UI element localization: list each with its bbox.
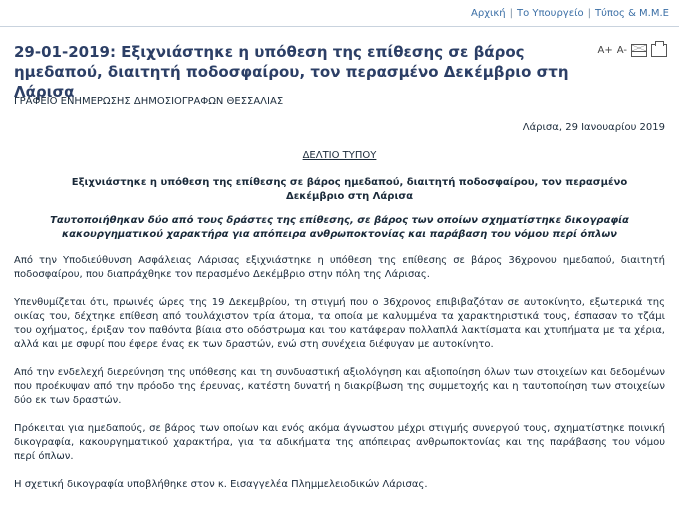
press-office: ΓΡΑΦΕΙΟ ΕΝΗΜΕΡΩΣΗΣ ΔΗΜΟΣΙΟΓΡΑΦΩΝ ΘΕΣΣΑΛΙΑΣ	[14, 96, 284, 107]
envelope-icon[interactable]	[631, 44, 647, 57]
printer-icon[interactable]	[651, 44, 667, 57]
article-body	[14, 254, 665, 506]
article-subheading: Εξιχνιάστηκε η υπόθεση της επίθεσης σε βάρος ημεδαπού, διαιτητή ποδοσφαίρου, τον περασμένο Δεκέμβριο στη Λάρισα	[71, 177, 628, 202]
nav-ministry-link[interactable]: Το Υπουργείο	[517, 8, 584, 19]
font-increase-button[interactable]: A+	[597, 45, 613, 56]
paragraph-5: Η σχετική δικογραφία υποβλήθηκε στον κ. Εισαγγελέα Πλημμελειοδικών Λάρισας.	[14, 479, 428, 490]
document-type: ΔΕΛΤΙΟ ΤΥΠΟΥ	[302, 150, 377, 161]
nav-press-link[interactable]: Τύπος & Μ.Μ.Ε	[595, 8, 669, 19]
paragraph-1: Από την Υποδιεύθυνση Ασφάλειας Λάρισας εξιχνιάστηκε η υπόθεση της επίθεσης σε βάρος 36χρονου ημεδαπού, διαιτητή ποδοσφαίρου, που διαπράχθηκε τον περασμένο Δεκέμβριο στην πόλη της Λάρισας.	[14, 255, 665, 280]
article-tools	[598, 44, 667, 57]
article-lead: Ταυτοποιήθηκαν δύο από τους δράστες της επίθεσης, σε βάρος των οποίων σχηματίστηκε δικογραφία κακουργηματικού χαρακτήρα για απόπειρα ανθρωποκτονίας και παράβαση του νόμου περί όπλων	[50, 215, 629, 240]
top-navigation	[471, 8, 669, 19]
paragraph-2: Υπενθυμίζεται ότι, πρωινές ώρες της 19 Δεκεμβρίου, τη στιγμή που ο 36χρονος επιβιβαζόταν σε αυτοκίνητο, εξωτερικά της οικίας του, δέχτηκε επίθεση από τουλάχιστον τρία άτομα, τα οποία με καλυμμένα τα χαρακτηριστικά τους, έσπασαν το τζάμι του οχήματος, έριξαν τον παθόντα βίαια στο οδόστρωμα και του κατάφεραν πολλαπλά λακτίσματα και χτυπήματα με τα χέρια, αλλά και με σφυρί που έφερε ένας εκ των δραστών, ενώ στη συνέχεια διέφυγαν με αυτοκίνητο.	[14, 297, 665, 350]
top-bar	[0, 0, 679, 27]
article-title: 29-01-2019: Εξιχνιάστηκε η υπόθεση της επίθεσης σε βάρος ημεδαπού, διαιτητή ποδοσφαίρου, τον περασμένο Δεκέμβριο στη Λάρισα	[14, 43, 569, 101]
nav-home-link[interactable]: Αρχική	[471, 8, 506, 19]
nav-separator: |	[587, 8, 591, 19]
release-date: Λάρισα, 29 Ιανουαρίου 2019	[522, 122, 665, 133]
nav-separator: |	[509, 8, 513, 19]
font-decrease-button[interactable]: A-	[616, 45, 627, 56]
paragraph-3: Από την ενδελεχή διερεύνηση της υπόθεσης και τη συνδυαστική αξιολόγηση και αξιοποίηση όλων των στοιχείων και δεδομένων που προέκυψαν από την πρόοδο της έρευνας, κατέστη δυνατή η διακρίβωση της συμμετοχής και η ταυτοποίηση των στοιχείων δύο εκ των δραστών.	[14, 367, 665, 406]
paragraph-4: Πρόκειται για ημεδαπούς, σε βάρος των οποίων και ενός ακόμα άγνωστου μέχρι στιγμής συνεργού τους, σχηματίστηκε ποινική δικογραφία, κακουργηματικού χαρακτήρα, για τα αδικήματα της απόπειρας ανθρωποκτονίας και της παράβασης του νόμου περί όπλων.	[14, 423, 665, 462]
